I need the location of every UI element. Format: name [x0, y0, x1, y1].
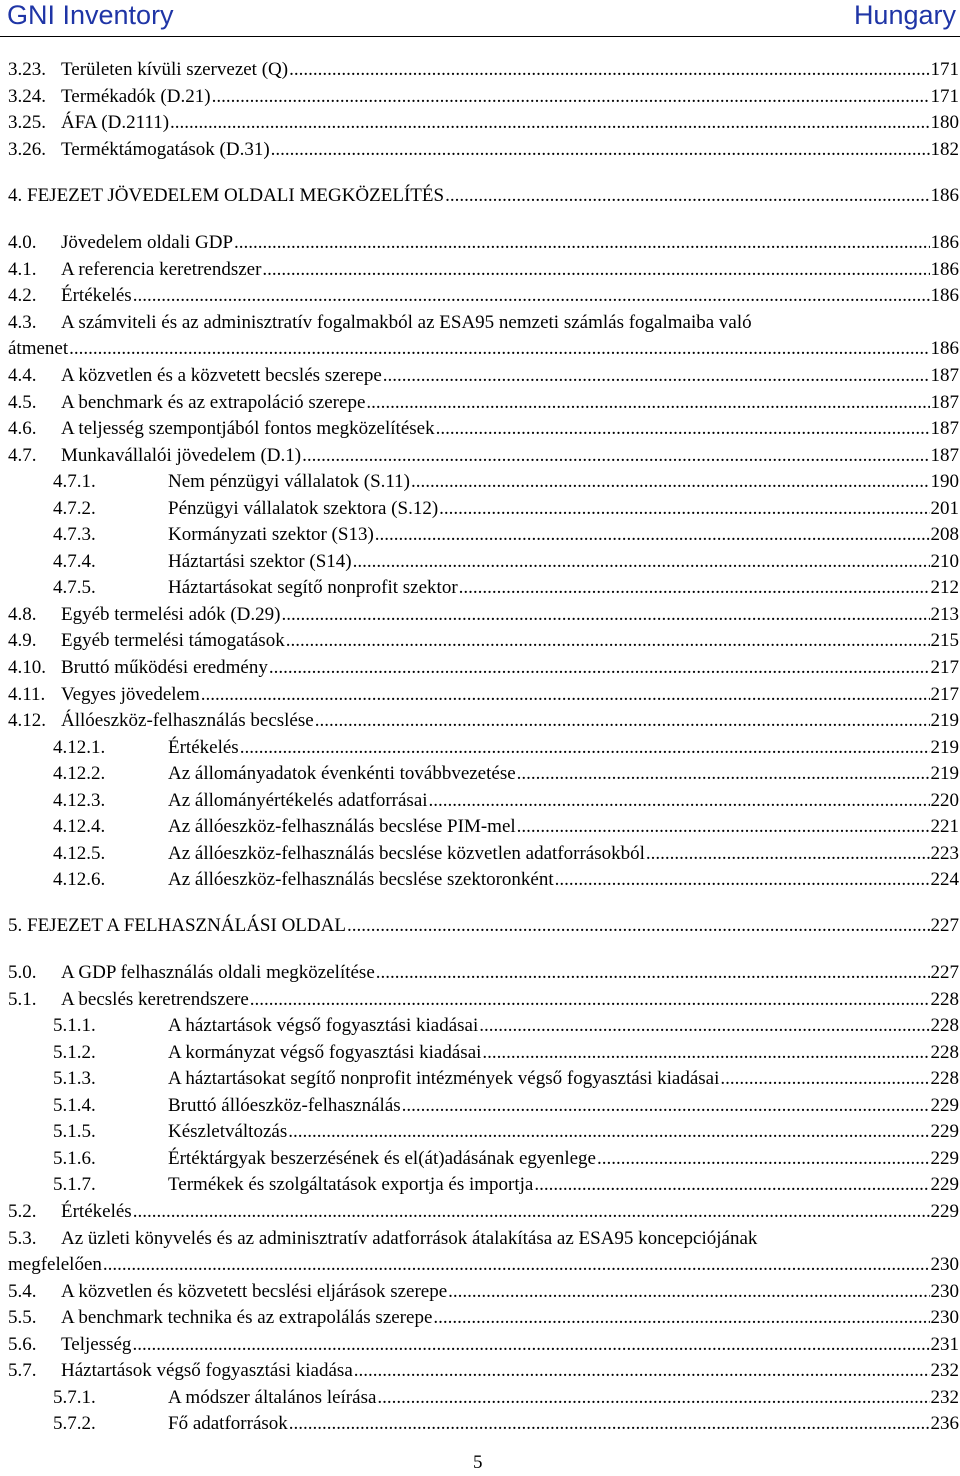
dot-leader — [103, 1252, 930, 1278]
toc-entry[interactable] — [8, 761, 959, 787]
toc-entry-page: 187 — [930, 365, 959, 386]
header-title: GNI Inventory — [7, 0, 174, 30]
toc-entry-page: 227 — [930, 915, 959, 936]
dot-leader — [482, 1040, 929, 1066]
page-header — [0, 0, 960, 37]
toc-entry-number: 5.1.6. — [53, 1148, 96, 1169]
toc-entry-title: Az állományadatok évenkénti továbbvezetése — [168, 763, 516, 784]
toc-entry-title: ÁFA (D.2111) — [61, 112, 170, 133]
toc-entry-title: Állóeszköz-felhasználás becslése — [61, 710, 314, 731]
toc-entry-page: 230 — [930, 1281, 959, 1302]
toc-entry-number: 4.1. — [8, 259, 37, 280]
toc-entry-title: Területen kívüli szervezet (Q) — [61, 59, 289, 80]
toc-entry-page: 229 — [930, 1095, 959, 1116]
dot-leader — [517, 761, 930, 787]
toc-entry-number: 4.9. — [8, 630, 37, 651]
dot-leader — [288, 1119, 929, 1145]
dot-leader — [269, 655, 930, 681]
toc-entry-page: 213 — [930, 604, 959, 625]
toc-entry-page: 171 — [930, 86, 959, 107]
toc-entry-number: 3.24. — [8, 86, 46, 107]
toc-entry-page: 186 — [930, 338, 959, 359]
toc-entry-page: 232 — [930, 1387, 959, 1408]
dot-leader — [302, 443, 929, 469]
toc-entry[interactable] — [8, 814, 959, 840]
toc-entry-title: Az állományértékelés adatforrásai — [168, 790, 428, 811]
toc-entry-page: 215 — [930, 630, 959, 651]
toc-entry-line1[interactable] — [8, 1226, 959, 1252]
toc-entry[interactable] — [8, 960, 959, 986]
toc-entry-line2[interactable] — [8, 1252, 959, 1278]
dot-leader — [234, 230, 929, 256]
toc-entry-page: 201 — [930, 498, 959, 519]
dot-leader — [262, 257, 929, 283]
toc-entry-number: 4.12.2. — [53, 763, 106, 784]
toc-entry[interactable] — [8, 549, 959, 575]
dot-leader — [69, 336, 929, 362]
toc-entry-number: 4.12.6. — [53, 869, 106, 890]
dot-leader — [212, 84, 930, 110]
toc-entry[interactable] — [8, 1172, 959, 1198]
toc-entry[interactable] — [8, 1146, 959, 1172]
toc-entry-page: 228 — [930, 1068, 959, 1089]
toc-entry[interactable] — [8, 682, 959, 708]
toc-entry-page: 230 — [930, 1254, 959, 1275]
toc-entry-number: 5.1.4. — [53, 1095, 96, 1116]
toc-entry[interactable] — [8, 469, 959, 495]
toc-entry-title: Nem pénzügyi vállalatok (S.11) — [168, 471, 411, 492]
toc-entry-number: 4.0. — [8, 232, 37, 253]
toc-entry-title: A becslés keretrendszere — [61, 989, 249, 1010]
toc-entry-number: 3.23. — [8, 59, 46, 80]
toc-entry[interactable] — [8, 1066, 959, 1092]
dot-leader — [240, 735, 930, 761]
dot-leader — [286, 628, 930, 654]
toc-entry-title: Értékelés — [61, 1201, 132, 1222]
toc-entry[interactable] — [8, 137, 959, 163]
dot-leader — [646, 841, 930, 867]
toc-entry-number: 4.4. — [8, 365, 37, 386]
toc-entry-title: A GDP felhasználás oldali megközelítése — [61, 962, 375, 983]
toc-entry[interactable] — [8, 390, 959, 416]
toc-entry-number: 5.6. — [8, 1334, 37, 1355]
dot-leader — [439, 496, 929, 522]
dot-leader — [534, 1172, 929, 1198]
toc-entry-title: A benchmark és az extrapoláció szerepe — [61, 392, 366, 413]
toc-entry-page: 187 — [930, 392, 959, 413]
toc-entry-title: Jövedelem oldali GDP — [61, 232, 234, 253]
toc-entry-number: 4.2. — [8, 285, 37, 306]
toc-entry-title: A háztartásokat segítő nonprofit intézmények végső fogyasztási kiadásai — [168, 1068, 720, 1089]
toc-entry-page: 187 — [930, 445, 959, 466]
toc-entry[interactable] — [8, 230, 959, 256]
dot-leader — [459, 575, 930, 601]
toc-entry-number: 4.12.5. — [53, 843, 106, 864]
toc-entry-title: Termékadók (D.21) — [61, 86, 211, 107]
toc-entry[interactable] — [8, 496, 959, 522]
toc-entry-page: 229 — [930, 1174, 959, 1195]
toc-entry[interactable] — [8, 867, 959, 893]
toc-entry[interactable] — [8, 987, 959, 1013]
toc-entry-number: 4.7.5. — [53, 577, 96, 598]
dot-leader — [133, 283, 930, 309]
toc-entry-page: 186 — [930, 185, 959, 206]
toc-entry-page: 219 — [930, 710, 959, 731]
dot-leader — [170, 110, 929, 136]
dot-leader — [383, 363, 930, 389]
toc-entry-number: 4.6. — [8, 418, 37, 439]
toc-entry-title: 4. FEJEZET JÖVEDELEM OLDALI MEGKÖZELÍTÉS — [8, 185, 445, 206]
toc-entry-title: Terméktámogatások (D.31) — [61, 139, 270, 160]
toc-entry-page: 236 — [930, 1413, 959, 1434]
dot-leader — [436, 416, 930, 442]
dot-leader — [411, 469, 929, 495]
toc-entry-number: 4.5. — [8, 392, 37, 413]
toc-entry-page: 231 — [930, 1334, 959, 1355]
toc-entry-title: Egyéb termelési támogatások — [61, 630, 285, 651]
toc-entry[interactable] — [8, 1119, 959, 1145]
toc-entry-title: Értékelés — [168, 737, 239, 758]
toc-entry-title: megfelelően — [8, 1254, 102, 1275]
toc-entry-page: 217 — [930, 684, 959, 705]
dot-leader — [133, 1199, 930, 1225]
toc-entry-title: Az állóeszköz-felhasználás becslése közvetlen adatforrásokból — [168, 843, 645, 864]
toc-entry-number: 4.7. — [8, 445, 37, 466]
toc-entry-title: Bruttó működési eredmény — [61, 657, 268, 678]
toc-entry-page: 228 — [930, 1042, 959, 1063]
toc-entry[interactable] — [8, 1385, 959, 1411]
toc-entry[interactable] — [8, 1411, 959, 1437]
header-country: Hungary — [853, 0, 956, 30]
dot-leader — [201, 682, 930, 708]
toc-entry-number: 3.25. — [8, 112, 46, 133]
toc-entry-title: Pénzügyi vállalatok szektora (S.12) — [168, 498, 439, 519]
toc-chapter-entry[interactable] — [8, 913, 959, 939]
toc-entry-page: 171 — [930, 59, 959, 80]
toc-entry-number: 4.7.3. — [53, 524, 96, 545]
toc-entry-page: 186 — [930, 259, 959, 280]
toc-entry-title: átmenet — [8, 338, 69, 359]
toc-entry-page: 227 — [930, 962, 959, 983]
toc-entry-title: A közvetlen és a közvetett becslés szerepe — [61, 365, 382, 386]
toc-entry[interactable] — [8, 1199, 959, 1225]
toc-entry[interactable] — [8, 1040, 959, 1066]
toc-entry-page: 229 — [930, 1148, 959, 1169]
toc-entry-title: Termékek és szolgáltatások exportja és importja — [168, 1174, 534, 1195]
toc-entry-page: 219 — [930, 763, 959, 784]
page-number: 5 — [473, 1452, 483, 1473]
toc-entry-number: 3.26. — [8, 139, 46, 160]
toc-entry-title: Értékelés — [61, 285, 132, 306]
toc-entry-line1[interactable] — [8, 310, 959, 336]
toc-entry[interactable] — [8, 110, 959, 136]
toc-entry-page: 229 — [930, 1201, 959, 1222]
toc-entry-title: Vegyes jövedelem — [61, 684, 200, 705]
dot-leader — [289, 57, 929, 83]
toc-entry-title: Értéktárgyak beszerzésének és el(át)adásának egyenlege — [168, 1148, 596, 1169]
toc-entry-number: 4.7.2. — [53, 498, 96, 519]
toc-entry[interactable] — [8, 602, 959, 628]
toc-entry-page: 208 — [930, 524, 959, 545]
toc-entry-number: 5.1.2. — [53, 1042, 96, 1063]
toc-entry-title: 5. FEJEZET A FELHASZNÁLÁSI OLDAL — [8, 915, 346, 936]
toc-entry-title: Az állóeszköz-felhasználás becslése PIM-mel — [168, 816, 516, 837]
toc-entry-number: 4.12. — [8, 710, 46, 731]
toc-entry-title: Készletváltozás — [168, 1121, 288, 1142]
toc-entry-line2[interactable] — [8, 336, 959, 362]
toc-entry-number: 5.1.1. — [53, 1015, 96, 1036]
toc-entry-number: 5.1.3. — [53, 1068, 96, 1089]
toc-entry-page: 228 — [930, 989, 959, 1010]
dot-leader — [433, 1305, 929, 1331]
dot-leader — [555, 867, 930, 893]
toc-entry-title: A módszer általános leírása — [168, 1387, 377, 1408]
toc-entry[interactable] — [8, 257, 959, 283]
toc-entry-page: 187 — [930, 418, 959, 439]
toc-entry-title-line1: A számviteli és az adminisztratív fogalmakból az ESA95 nemzeti számlás fogalmaiba való — [61, 312, 752, 333]
dot-leader — [366, 390, 929, 416]
toc-entry[interactable] — [8, 1358, 959, 1384]
toc-entry-number: 5.4. — [8, 1281, 37, 1302]
dot-leader — [250, 987, 930, 1013]
toc-entry-page: 228 — [930, 1015, 959, 1036]
toc-entry-number: 5.1.7. — [53, 1174, 96, 1195]
toc-entry[interactable] — [8, 788, 959, 814]
toc-entry-page: 224 — [930, 869, 959, 890]
toc-entry-page: 190 — [930, 471, 959, 492]
toc-entry-title: A közvetlen és közvetett becslési eljárások szerepe — [61, 1281, 448, 1302]
toc-entry[interactable] — [8, 283, 959, 309]
toc-entry-title: A teljesség szempontjából fontos megközelítések — [61, 418, 435, 439]
dot-leader — [429, 788, 930, 814]
toc-entry-title: Háztartások végső fogyasztási kiadása — [61, 1360, 353, 1381]
toc-entry-page: 220 — [930, 790, 959, 811]
toc-entry-page: 182 — [930, 139, 959, 160]
toc-entry-number: 4.8. — [8, 604, 37, 625]
toc-entry-number: 5.7. — [8, 1360, 37, 1381]
toc-entry[interactable] — [8, 1093, 959, 1119]
toc-entry[interactable] — [8, 575, 959, 601]
toc-entry-number: 4.12.3. — [53, 790, 106, 811]
toc-entry-title: Teljesség — [61, 1334, 132, 1355]
dot-leader — [353, 549, 930, 575]
toc-entry-title: Háztartásokat segítő nonprofit szektor — [168, 577, 458, 598]
toc-entry-page: 223 — [930, 843, 959, 864]
toc-entry[interactable] — [8, 1013, 959, 1039]
dot-leader — [720, 1066, 929, 1092]
toc-entry-page: 186 — [930, 285, 959, 306]
toc-entry-page: 210 — [930, 551, 959, 572]
dot-leader — [375, 522, 930, 548]
toc-entry-number: 5.7.2. — [53, 1413, 96, 1434]
toc-entry[interactable] — [8, 735, 959, 761]
dot-leader — [347, 913, 930, 939]
toc-entry-title: Egyéb termelési adók (D.29) — [61, 604, 281, 625]
toc-entry-page: 230 — [930, 1307, 959, 1328]
toc-entry-number: 4.11. — [8, 684, 46, 705]
toc-entry-number: 5.2. — [8, 1201, 37, 1222]
toc-entry[interactable] — [8, 655, 959, 681]
toc-entry[interactable] — [8, 84, 959, 110]
dot-leader — [354, 1358, 930, 1384]
toc-entry[interactable] — [8, 57, 959, 83]
toc-entry-title: Bruttó állóeszköz-felhasználás — [168, 1095, 401, 1116]
dot-leader — [289, 1411, 930, 1437]
toc-entry-page: 212 — [930, 577, 959, 598]
toc-entry-title: Munkavállalói jövedelem (D.1) — [61, 445, 302, 466]
toc-entry[interactable] — [8, 1332, 959, 1358]
toc-entry-number: 4.7.1. — [53, 471, 96, 492]
toc-entry-title: Kormányzati szektor (S13) — [168, 524, 374, 545]
dot-leader — [281, 602, 929, 628]
dot-leader — [402, 1093, 930, 1119]
toc-entry[interactable] — [8, 416, 959, 442]
toc-entry-page: 221 — [930, 816, 959, 837]
toc-entry-title: A kormányzat végső fogyasztási kiadásai — [168, 1042, 482, 1063]
toc-entry-page: 217 — [930, 657, 959, 678]
toc-entry-number: 4.3. — [8, 312, 37, 333]
dot-leader — [597, 1146, 930, 1172]
toc-entry[interactable] — [8, 1305, 959, 1331]
toc-entry-title: Az állóeszköz-felhasználás becslése szektoronként — [168, 869, 554, 890]
dot-leader — [517, 814, 930, 840]
toc-entry-number: 4.7.4. — [53, 551, 96, 572]
toc-entry-title: Fő adatforrások — [168, 1413, 288, 1434]
toc-entry-page: 180 — [930, 112, 959, 133]
dot-leader — [271, 137, 930, 163]
dot-leader — [132, 1332, 929, 1358]
toc-entry[interactable] — [8, 841, 959, 867]
dot-leader — [448, 1279, 929, 1305]
toc-entry-number: 4.12.1. — [53, 737, 106, 758]
dot-leader — [445, 183, 929, 209]
toc-entry-title: Háztartási szektor (S14) — [168, 551, 352, 572]
toc-entry[interactable] — [8, 522, 959, 548]
dot-leader — [315, 708, 930, 734]
toc-entry-title: A referencia keretrendszer — [61, 259, 262, 280]
toc-entry-number: 5.7.1. — [53, 1387, 96, 1408]
toc-entry-title: A benchmark technika és az extrapolálás szerepe — [61, 1307, 433, 1328]
toc-entry[interactable] — [8, 1279, 959, 1305]
toc-entry[interactable] — [8, 363, 959, 389]
toc-entry-title: A háztartások végső fogyasztási kiadásai — [168, 1015, 479, 1036]
toc-entry-number: 5.3. — [8, 1228, 37, 1249]
toc-entry[interactable] — [8, 708, 959, 734]
toc-entry-number: 5.1. — [8, 989, 37, 1010]
toc-entry-number: 4.12.4. — [53, 816, 106, 837]
toc-entry-page: 229 — [930, 1121, 959, 1142]
toc-entry-number: 5.5. — [8, 1307, 37, 1328]
toc-entry-number: 4.10. — [8, 657, 46, 678]
toc-entry-page: 186 — [930, 232, 959, 253]
toc-entry-page: 232 — [930, 1360, 959, 1381]
toc-entry-number: 5.0. — [8, 962, 37, 983]
dot-leader — [479, 1013, 929, 1039]
dot-leader — [377, 1385, 929, 1411]
toc-entry-number: 5.1.5. — [53, 1121, 96, 1142]
toc-entry-page: 219 — [930, 737, 959, 758]
dot-leader — [376, 960, 930, 986]
toc-chapter-entry[interactable] — [8, 183, 959, 209]
toc-entry[interactable] — [8, 628, 959, 654]
toc-entry[interactable] — [8, 443, 959, 469]
toc-entry-title-line1: Az üzleti könyvelés és az adminisztratív adatforrások átalakítása az ESA95 koncepciójának — [61, 1228, 758, 1249]
